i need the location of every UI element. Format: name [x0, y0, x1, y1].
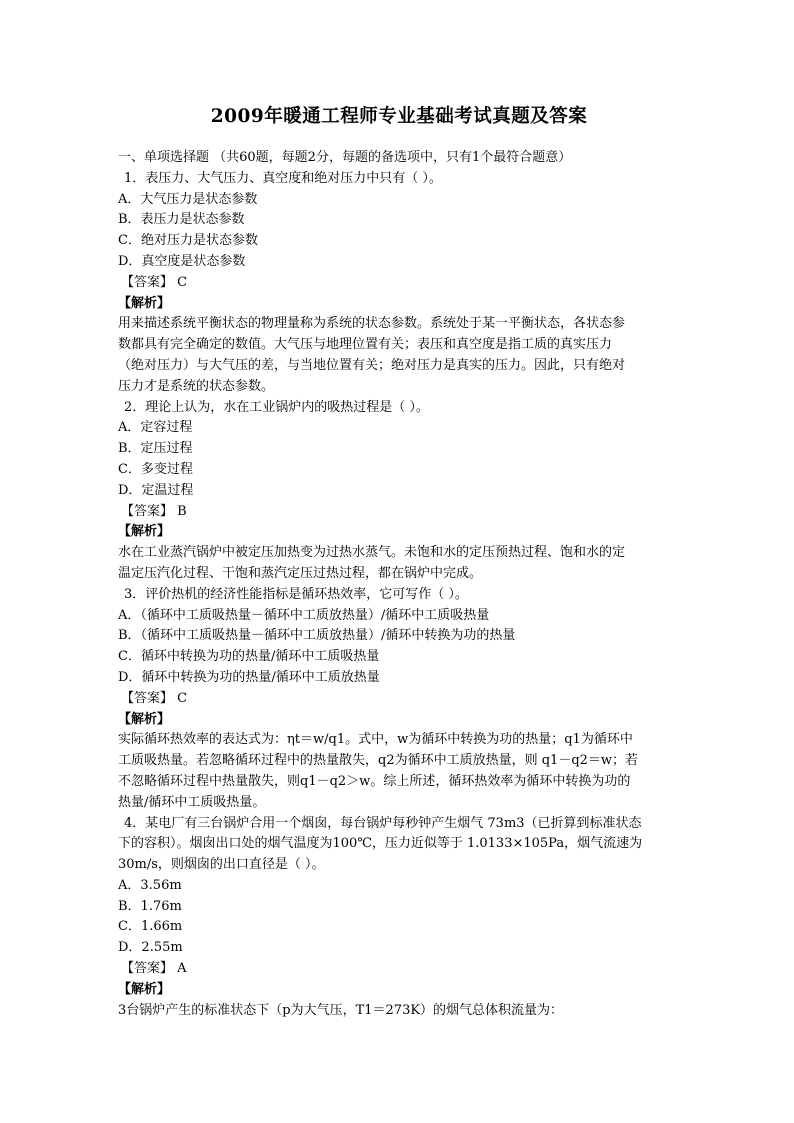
answer: 【答案】 C [121, 274, 188, 290]
analysis-label: 【解析】 [118, 524, 171, 540]
answer: 【答案】 C [121, 690, 188, 706]
document-title: 2009年暖通工程师专业基础考试真题及答案 [210, 106, 588, 127]
option-a: A．大气压力是状态参数 [118, 191, 258, 207]
analysis-line: （绝对压力）与大气压的差，与当地位置有关；绝对压力是真实的压力。因此，只有绝对 [118, 357, 626, 373]
question-2 [118, 398, 680, 585]
option-c: C．1.66m [118, 919, 183, 935]
answer: 【答案】 A [121, 961, 187, 977]
analysis-line: 用来描述系统平衡状态的物理量称为系统的状态参数。系统处于某一平衡状态，各状态参 [118, 316, 626, 332]
option-c: C．绝对压力是状态参数 [118, 233, 258, 249]
option-c: C．循环中转换为功的热量/循环中工质吸热量 [118, 649, 380, 665]
option-d: D．循环中转换为功的热量/循环中工质放热量 [118, 669, 380, 685]
option-c: C．多变过程 [118, 461, 193, 477]
question-stem: 2．理论上认为，水在工业锅炉内的吸热过程是（ ）。 [124, 399, 429, 415]
option-a: A．（循环中工质吸热量－循环中工质放热量）/循环中工质吸热量 [118, 607, 490, 623]
option-d: D．真空度是状态参数 [118, 253, 246, 269]
analysis-line: 热量/循环中工质吸热量。 [118, 794, 266, 810]
question-stem: 4．某电厂有三台锅炉合用一个烟囱，每台锅炉每秒钟产生烟气 73m3（已折算到标准状态 [124, 815, 642, 831]
option-b: B．表压力是状态参数 [118, 212, 245, 228]
question-3 [118, 585, 680, 814]
option-b: B．1.76m [118, 898, 182, 914]
analysis-line: 工质吸热量。若忽略循环过程中的热量散失，q2为循环中工质放热量，则 q1－q2＝w；若 [118, 753, 639, 769]
question-stem: 下的容积）。烟囱出口处的烟气温度为100℃，压力近似等于 1.0133×105Pa，烟气流速为 [118, 836, 643, 852]
option-d: D．2.55m [118, 940, 183, 956]
question-stem: 30m/s，则烟囱的出口直径是（ ）。 [118, 857, 325, 873]
option-d: D．定温过程 [118, 482, 194, 498]
option-b: B．定压过程 [118, 441, 193, 457]
section-heading: 一、单项选择题 （共60题，每题2分，每题的备选项中，只有1个最符合题意） [118, 150, 572, 165]
answer: 【答案】 B [121, 503, 187, 519]
analysis-line: 水在工业蒸汽锅炉中被定压加热变为过热水蒸气。未饱和水的定压预热过程、饱和水的定 [118, 545, 626, 561]
analysis-line: 3台锅炉产生的标准状态下（p为大气压，T1＝273K）的烟气总体积流量为： [118, 1002, 564, 1018]
analysis-line: 数都具有完全确定的数值。大气压与地理位置有关；表压和真空度是指工质的真实压力 [118, 337, 613, 353]
option-a: A．3.56m [118, 877, 182, 893]
analysis-label: 【解析】 [118, 711, 171, 727]
question-1 [118, 169, 680, 398]
option-b: B．（循环中工质吸热量－循环中工质放热量）/循环中转换为功的热量 [118, 628, 516, 644]
analysis-line: 压力才是系统的状态参数。 [118, 378, 275, 394]
question-stem: 3．评价热机的经济性能指标是循环热效率，它可写作（ ）。 [124, 586, 468, 602]
analysis-line: 不忽略循环过程中热量散失，则q1－q2＞w。综上所述，循环热效率为循环中转换为功的 [118, 773, 631, 789]
option-a: A．定容过程 [118, 420, 193, 436]
question-stem: 1．表压力、大气压力、真空度和绝对压力中只有（ ）。 [124, 170, 442, 186]
question-4 [118, 814, 680, 1022]
analysis-label: 【解析】 [118, 981, 171, 997]
analysis-line: 温定压汽化过程、干饱和蒸汽定压过热过程，都在锅炉中完成。 [118, 565, 483, 581]
document-page [118, 104, 680, 1021]
analysis-label: 【解析】 [118, 295, 171, 311]
analysis-line: 实际循环热效率的表达式为：ηt＝w/q1。式中，w为循环中转换为功的热量；q1为循环中 [118, 732, 633, 748]
